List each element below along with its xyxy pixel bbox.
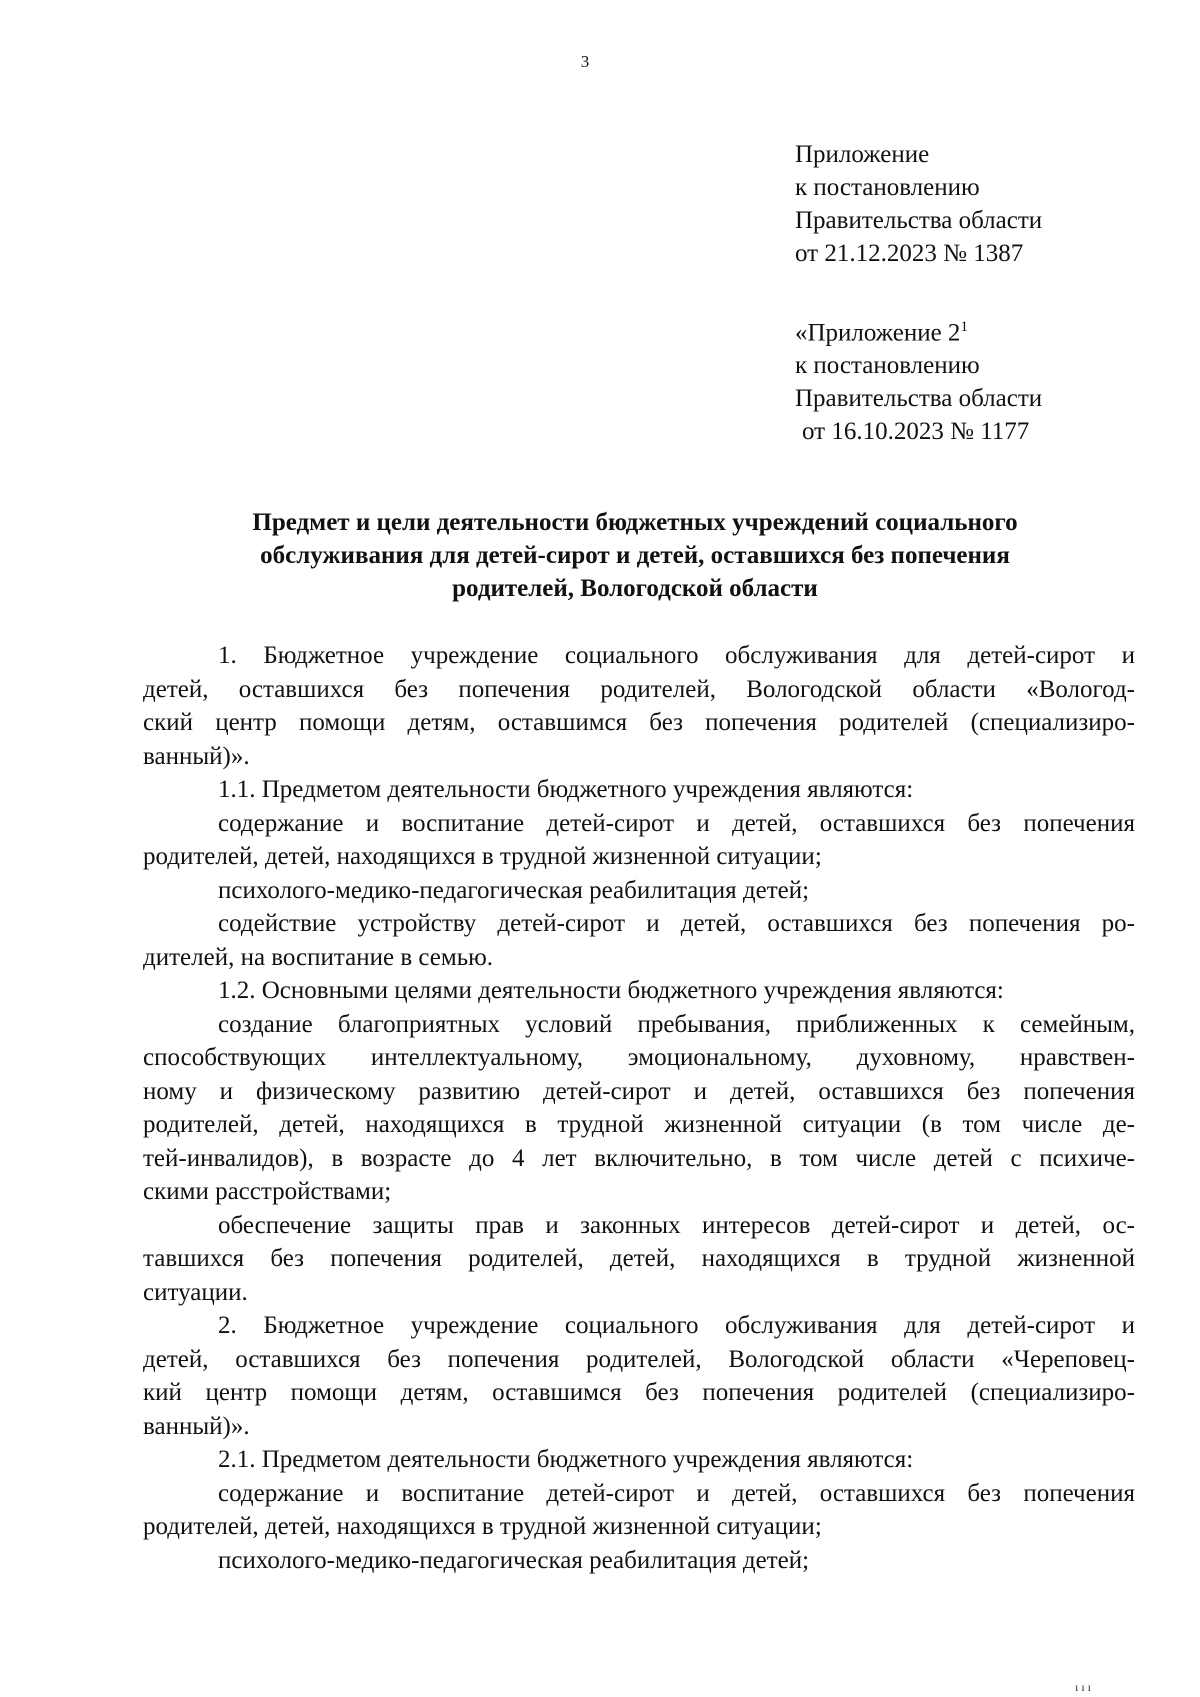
appendix-line [795, 311, 1042, 349]
appendix-header-current [795, 138, 1042, 270]
title-line: Предмет и цели деятельности бюджетных учреждений социального [252, 509, 1018, 536]
body-line: психолого-медико-педагогическая реабилитация детей; [218, 876, 810, 904]
document-title [140, 506, 1130, 605]
body-line: тавшихся без попечения родителей, детей, находящихся в трудной жизненной [143, 1245, 1135, 1272]
body-line: обеспечение защиты прав и законных интересов детей-сирот и детей, ос- [218, 1211, 1135, 1239]
body-line: содержание и воспитание детей-сирот и детей, оставшихся без попечения [218, 1479, 1135, 1507]
appendix-superscript: 1 [960, 319, 968, 335]
body-line: детей, оставшихся без попечения родителей, Вологодской области «Череповец- [143, 1345, 1135, 1373]
body-line: содействие устройству детей-сирот и детей, оставшихся без попечения ро- [218, 910, 1135, 937]
title-line: родителей, Вологодской области [452, 575, 818, 602]
body-line: способствующих интеллектуальному, эмоциональному, духовному, нравствен- [143, 1044, 1135, 1071]
scan-mark: ı ı ı [1075, 1680, 1092, 1694]
body-line: 1. Бюджетное учреждение социального обслуживания для детей-сирот и [218, 642, 1135, 669]
body-line: детей, оставшихся без попечения родителей, Вологодской области «Вологод- [143, 675, 1135, 703]
page-number: 3 [580, 52, 590, 71]
body-line: 1.2. Основными целями деятельности бюджетного учреждения являются: [218, 977, 1004, 1004]
appendix-line: к постановлению [795, 174, 980, 201]
appendix-line: к постановлению [795, 352, 980, 380]
body-line: тей-инвалидов), в возрасте до 4 лет включительно, в том числе детей с психиче- [143, 1144, 1135, 1172]
body-line: ванный)». [143, 742, 250, 770]
body-line: 1.1. Предметом деятельности бюджетного учреждения являются: [218, 776, 914, 803]
body-line: ситуации. [143, 1278, 248, 1306]
title-line: обслуживания для детей-сирот и детей, оставшихся без попечения [260, 542, 1010, 569]
appendix-line: Правительства области [795, 385, 1043, 413]
appendix-line: от 16.10.2023 № 1177 [802, 418, 1030, 446]
body-line: дителей, на воспитание в семью. [143, 943, 494, 971]
body-line: 2.1. Предметом деятельности бюджетного учреждения являются: [218, 1446, 914, 1473]
document-body [143, 639, 1135, 1577]
body-line: родителей, детей, находящихся в трудной жизненной ситуации; [143, 843, 822, 870]
appendix-title: «Приложение 2 [795, 319, 961, 347]
appendix-line: Приложение [795, 141, 930, 168]
body-line: ному и физическому развитию детей-сирот и детей, оставшихся без попечения [143, 1077, 1135, 1105]
body-line: кий центр помощи детям, оставшимся без попечения родителей (специализиро- [143, 1379, 1135, 1406]
body-line: содержание и воспитание детей-сирот и детей, оставшихся без попечения [218, 809, 1135, 837]
body-line: психолого-медико-педагогическая реабилитация детей; [218, 1546, 810, 1574]
body-line: скими расстройствами; [143, 1178, 392, 1205]
appendix-line: Правительства области [795, 207, 1043, 234]
body-line: ванный)». [143, 1412, 250, 1440]
body-line: родителей, детей, находящихся в трудной жизненной ситуации; [143, 1513, 822, 1540]
body-line: создание благоприятных условий пребывания, приближенных к семейным, [218, 1010, 1135, 1038]
appendix-line: от 21.12.2023 № 1387 [795, 240, 1024, 267]
body-line: ский центр помощи детям, оставшимся без попечения родителей (специализиро- [143, 709, 1135, 736]
body-line: родителей, детей, находящихся в трудной жизненной ситуации (в том числе де- [143, 1111, 1135, 1138]
appendix-header-amended [795, 311, 1042, 448]
body-line: 2. Бюджетное учреждение социального обслуживания для детей-сирот и [218, 1312, 1135, 1339]
